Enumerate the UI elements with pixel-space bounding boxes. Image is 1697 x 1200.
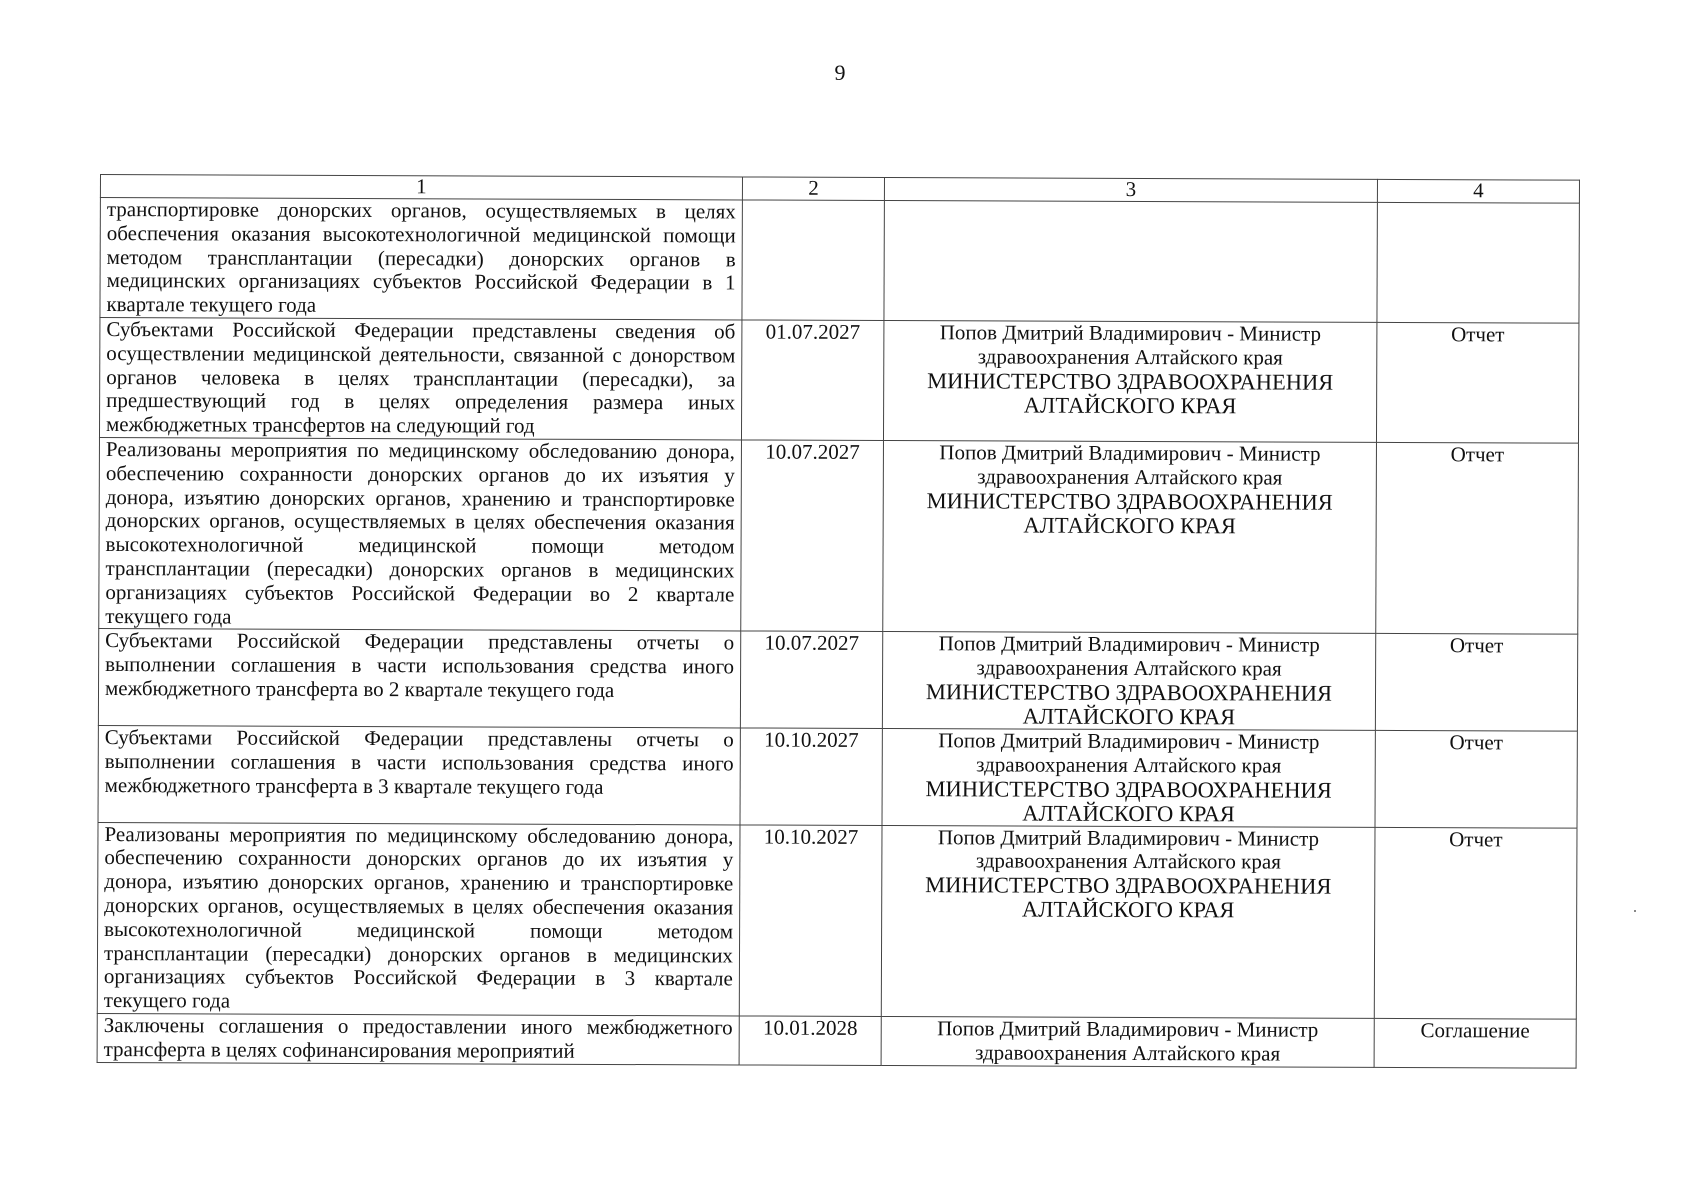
task-description-cell: Реализованы мероприятия по медицинскому обследованию донора, обеспечению сохранности донорских органов до их изъятия у донора, изъятию донорских органов, хранению и транспортировке донорских органов, осуществляемых в целях обеспечения оказания высокотехнологичной медицинской помощи методом трансплантации (пересадки) донорских органов в медицинских организациях субъектов Российской Федерации в 3 квартале текущего года [97,822,740,1016]
table-row [98,725,1577,827]
table-row [98,629,1577,731]
responsible-organization: МИНИСТЕРСТВО ЗДРАВООХРАНЕНИЯ АЛТАЙСКОГО КРАЯ [925,872,1332,923]
responsible-person: Попов Дмитрий Владимирович - Министр здравоохранения Алтайского края [939,440,1321,490]
responsible-cell [884,320,1377,442]
task-description-cell: Субъектами Российской Федерации представлены сведения об осуществлении медицинской деятельности, связанной с донорством органов человека в целях трансплантации (пересадки), за предшествующий год в целях определения размера иных межбюджетных трансфертов на следующий год [99,317,741,439]
responsible-cell [884,201,1377,323]
document-type-cell: Отчет [1375,730,1578,827]
responsible-person: Попов Дмитрий Владимирович - Министр здравоохранения Алтайского края [939,320,1322,370]
responsible-person: Попов Дмитрий Владимирович - Министр здравоохранения Алтайского края [938,728,1320,778]
due-date-cell [742,200,885,321]
responsible-cell [881,825,1374,1018]
due-date-cell: 10.01.2028 [739,1016,881,1065]
responsible-organization: МИНИСТЕРСТВО ЗДРАВООХРАНЕНИЯ АЛТАЙСКОГО КРАЯ [926,487,1333,538]
responsible-organization: МИНИСТЕРСТВО ЗДРАВООХРАНЕНИЯ АЛТАЙСКОГО КРАЯ [925,775,1332,826]
document-type-cell: Отчет [1374,827,1577,1019]
document-type-cell: Отчет [1375,634,1578,731]
due-date-cell: 10.10.2027 [739,824,882,1016]
document-type-cell: Отчет [1376,322,1579,443]
task-description-cell: Реализованы мероприятия по медицинскому обследованию донора, обеспечению сохранности донорских органов до их изъятия у донора, изъятию донорских органов, хранению и транспортировке донорских органов, осуществляемых в целях обеспечения оказания высокотехнологичной медицинской помощи методом трансплантации (пересадки) донорских органов в медицинских организациях субъектов Российской Федерации во 2 квартале текущего года [99,437,742,631]
table-row [99,317,1578,443]
responsible-organization: МИНИСТЕРСТВО ЗДРАВООХРАНЕНИЯ АЛТАЙСКОГО КРАЯ [925,679,1333,730]
column-header: 4 [1377,179,1579,203]
responsible-cell [883,440,1376,633]
page-number: 9 [834,60,846,85]
responsible-cell [883,632,1376,730]
responsible-cell [881,1016,1374,1066]
table-row [97,822,1577,1019]
document-type-cell: Соглашение [1374,1018,1576,1067]
column-header: 1 [100,175,742,200]
table-row [100,198,1579,324]
column-header: 2 [742,177,884,201]
control-points-table [97,174,1580,1068]
responsible-organization: МИНИСТЕРСТВО ЗДРАВООХРАНЕНИЯ АЛТАЙСКОГО КРАЯ [927,367,1334,418]
task-description-cell: Субъектами Российской Федерации представлены отчеты о выполнении соглашения в части использования средства иного межбюджетного трансферта в 3 квартале текущего года [98,725,740,824]
table-row [99,437,1579,634]
document-type-cell: Отчет [1376,442,1579,634]
responsible-person [891,201,1371,203]
responsible-cell [882,728,1375,826]
scan-speck [1634,910,1636,912]
responsible-person: Попов Дмитрий Владимирович - Министр здравоохранения Алтайского края [937,824,1320,874]
column-header: 3 [885,178,1378,203]
responsible-person: Попов Дмитрий Владимирович - Министр здравоохранения Алтайского края [938,631,1320,681]
responsible-person: Попов Дмитрий Владимирович - Министр здравоохранения Алтайского края [937,1016,1319,1066]
table-row [97,1013,1576,1067]
due-date-cell: 10.10.2027 [740,728,883,825]
task-description-cell: Субъектами Российской Федерации представлены отчеты о выполнении соглашения в части использования средства иного межбюджетного трансферта во 2 квартале текущего года [98,629,740,728]
task-description-cell: транспортировке донорских органов, осуществляемых в целях обеспечения оказания высокотехнологичной медицинской помощи методом трансплантации (пересадки) донорских органов в медицинских организациях субъектов Российской Федерации в 1 квартале текущего года [100,198,742,320]
task-description-cell: Заключены соглашения о предоставлении иного межбюджетного трансферта в целях софинансирования мероприятий [97,1013,739,1064]
responsible-organization [891,201,1371,203]
due-date-cell: 10.07.2027 [741,440,884,632]
due-date-cell: 10.07.2027 [740,631,883,728]
document-type-cell [1377,202,1580,323]
due-date-cell: 01.07.2027 [741,320,884,441]
